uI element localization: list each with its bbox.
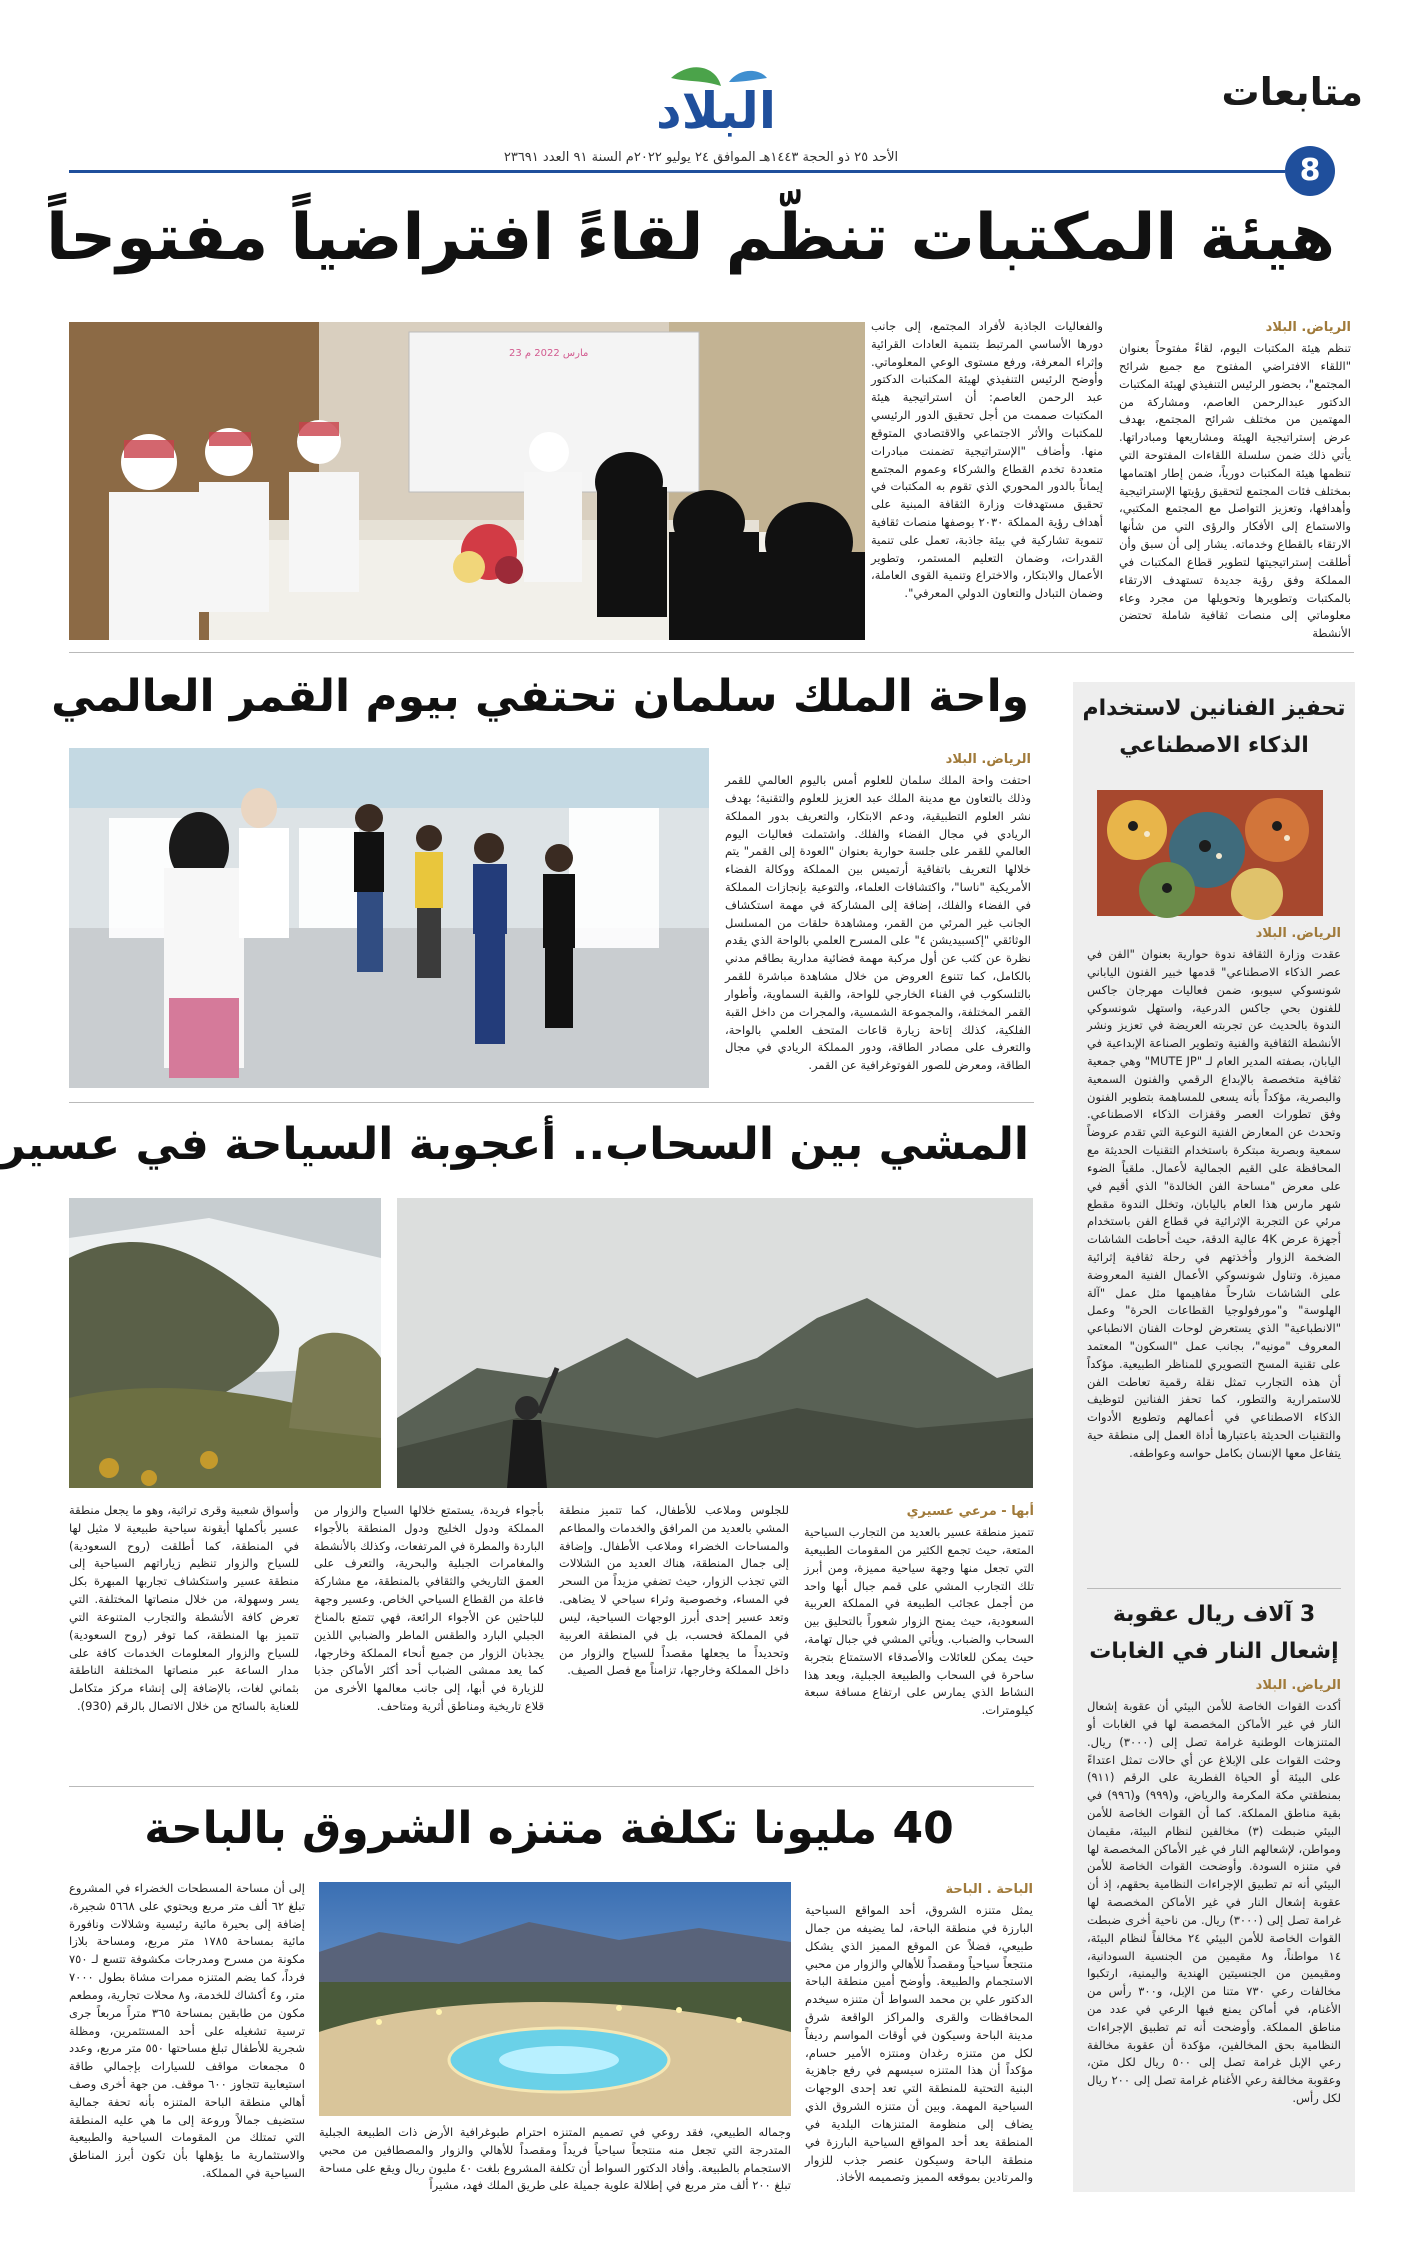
newspaper-logo: [651, 60, 781, 150]
divider-3: [69, 1786, 1034, 1787]
page-number: 8: [1299, 153, 1321, 188]
sidebar-ai-text-block: [1087, 924, 1341, 1578]
library-meeting-photo: [69, 322, 865, 640]
asir-col3-text: بأجواء فريدة، يستمتع خلالها السياح والزوار من المملكة ودول الخليج ودول المنطقة بالأجواء الباردة والمطرة في المرتفعات، وكذلك بالأنشطة والمغامرات الجبلية والبحرية، والتعرف على العمق التاريخي والثقافي بالمنطقة، مع مشاركة فاعلة من القطاع السياحي الخاص. وعسير وجهة للباحثين عن الأجواء الرائعة، فهي تتمتع بالمناخ الجبلي البارد والطقس الماطر والضبابي اللذين يجذبان الزوار من جميع أنحاء المملكة وخارجها، كما يعد ممشى الضباب أحد أكثر الأماكن جذبا للزيارة في أبها، إلى جانب معالمها الأخرى من قلاع تاريخية ومناطق أثرية ومتاحف.: [314, 1503, 544, 1713]
sidebar-ai-title-line1: تحفيز الفنانين لاستخدام: [1082, 696, 1346, 721]
baha-headline: 40 مليونا تكلفة متنزه الشروق بالباحة: [144, 1803, 954, 1854]
sidebar-fire-title: [1081, 1596, 1347, 1671]
sidebar-fire-title-line1: 3 آلاف ريال عقوبة: [1112, 1602, 1316, 1627]
asir-headline: المشي بين السحاب.. أعجوبة السياحة في عسير: [0, 1119, 1029, 1170]
baha-col3-text: إلى أن مساحة المسطحات الخضراء في المشروع تبلغ ٦٢ ألف متر مربع ويحتوي على ٥٦٦٨ شجيرة، إضافة إلى بحيرة مائية رئيسية وشلالات ونافورة مائية بمساحة ١٧٨٥ متر مربع، ومساحة بلازا مكونة من مسرح ومدرجات مكشوفة تتسع لـ ٧٥٠ فرداً، كما يضم المتنزه ممرات مشاة بطول ٧٠٠٠ متر، و٤ أكشاك للخدمة، و٨ محلات تجارية، ومطعم مكون من طابقين بمساحة ٣٦٥ متراً مربعاً جرى ترسية تشغيله على أحد المستثمرين، ومظلة شجرية للأطفال تبلغ مساحتها ٥٥٠ متر مربع، وعدد ٥ مجمعات مواقف للسيارات بإجمالي طاقة استيعابية تتجاوز ٦٠٠ موقف. من جهة أخرى وصف أهالي منطقة الباحة المتنزه بأنه تحفة جمالية ستضيف جمالاً وروعة إلى ما هي عليه المنطقة التي تمتلك من المقومات السياحية والطبيعية والاستثمارية ما يؤهلها بأن تكون أبرز المناطق السياحية في المملكة.: [69, 1881, 305, 2180]
library-byline: الرياض. البلاد: [1265, 320, 1351, 335]
moon-text-block: [725, 750, 1031, 1090]
masthead: [1, 0, 1421, 190]
baha-text-left: [69, 1880, 305, 2182]
baha-col2-text: وجماله الطبيعي، فقد روعي في تصميم المتنزه احترام طبوغرافية الأرض ذات الطبيعة الجبلية المتدرجة التي تجعل منه منتجعاً سياحياً فريداً ومقصداً للأهالي والزوار والمصطافين من محبي الاستجمام بالطبيعة. وأفاد الدكتور السواط أن تكلفة المشروع بلغت ٤٠ مليون ريال ويقع على مساحة تبلغ ٢٠٠ ألف متر مربع في إطلالة علوية جميلة على طريق الملك فهد، مشيراً: [319, 2125, 791, 2193]
sidebar-fire-title-line2: إشعال النار في الغابات: [1089, 1639, 1339, 1665]
library-col1-text: تنظم هيئة المكتبات اليوم، لقاءً مفتوحاً بعنوان "اللقاء الافتراضي المفتوح مع جميع شرائح المجتمع"، بحضور الرئيس التنفيذي لهيئة المكتبات الدكتور عبدالرحمن العاصم، ومشاركة من المهتمين من مختلف شرائح المجتمع، بهدف عرض إستراتيجية الهيئة ومشاريعها ومبادراتها. يأتي ذلك ضمن سلسلة اللقاءات المفتوحة التي تنظمها هيئة المكتبات دورياً، ضمن إطار اهتمامها بمختلف فئات المجتمع لتحقيق رؤيتها الإستراتيجية وأهدافها، وتعزيز التواصل مع المجتمع المكتبي، والاستماع إلى الأفكار والرؤى التي من شأنها الارتقاء بالقطاع وخدماته. يشار إلى أن سبق وأن أطلقت إستراتيجيتها لتطوير قطاع المكتبات في المملكة وفق رؤية جديدة تستهدف الارتقاء بالمكتبات وتطويرها وتحويلها من مجرد وعاء معلوماتي إلى منصات ثقافية شاملة تحتضن الأنشطة: [1119, 341, 1351, 641]
baha-col1-text: يمثل متنزه الشروق، أحد المواقع السياحية البارزة في منطقة الباحة، لما يضيفه من جمال طبيعي، فضلاً عن الموقع المميز الذي يشكل منتجعاً سياحياً ومقصداً للأهالي والزوار من محبي الاستجمام والطبيعة. وأوضح أمين منطقة الباحة الدكتور علي بن محمد السواط أن متنزه سيخدم المحافظات والقرى والمراكز الواقعة شرق مدينة الباحة وسيكون في أوقات المواسم رديفاً لكل من متنزه رغدان ومنتزه الأمير حسام، مؤكداً أن هذا المتنزه سيسهم في رفع جاهزية البنية التحتية للمنطقة التي تعد إحدى الوجهات السياحية المهمة. وبين أن متنزه الشروق الذي يضاف إلى منظومة المتنزهات البلدية في المنطقة يعد أحد المواقع السياحية البارزة في منطقة الباحة وسيكون عنصر جذب للزوار والمرتادين بموقعه المميز وتصميمه الأخاذ.: [805, 1903, 1033, 2185]
baha-column-2: [319, 2124, 791, 2193]
sidebar-ai-title: [1081, 690, 1347, 765]
baha-park-photo: [319, 1882, 791, 2116]
library-column-2: [871, 318, 1103, 642]
asir-column-1: [804, 1502, 1034, 1780]
library-column-1: [1119, 318, 1351, 642]
moon-headline: واحة الملك سلمان تحتفي بيوم القمر العالمي: [51, 671, 1029, 722]
moon-byline: الرياض. البلاد: [945, 752, 1031, 767]
library-text-block: [871, 318, 1351, 642]
asir-walking-clouds-photo: [397, 1198, 1033, 1488]
section-label: متابعات: [1221, 70, 1363, 114]
asir-col4-text: وأسواق شعبية وقرى تراثية، وهو ما يجعل منطقة عسير بأكملها أيقونة سياحية طبيعية لا مثيل لها في المنطقة، كما أطلقت (روح السعودية) للسياح والزوار تنظيم زياراتهم السياحية إلى منطقة عسير واستكشاف تجاربها المبهرة بكل يسر وسهولة، من خلال منصاتها المختلفة. التي تعرض كافة الأنشطة والتجارب المتنوعة التي تتميز بها المنطقة، كما توفر (روح السعودية) للسياح والزوار المعلومات الخدمات كافة على مدار الساعة عبر منصاتها المختلفة الناطقة بثماني لغات، بالإضافة إلى إنشاء مركز متكامل للعناية بالسائح من خلال الاتصال بالرقم (930).: [69, 1503, 299, 1713]
library-col2-text: والفعاليات الجاذبة لأفراد المجتمع، إلى جانب دورها الأساسي المرتبط بتنمية العادات القرائية وإثراء المعرفة، ورفع مستوى الوعي المعلوماتي. وأوضح الرئيس التنفيذي لهيئة المكتبات الدكتور عبد الرحمن العاصم: أن استراتيجية هيئة المكتبات صممت من أجل تحقيق الدور الرئيسي للمكتبات والأثر الاجتماعي والاقتصادي المتوقع منها. وأضاف "الإستراتيجية تضمنت مبادرات متعددة تخدم القطاع والشركاء وعموم المجتمع إيماناً بالدور المحوري الذي تقوم به المكتبات في تحقيق مستهدفات وزارة الثقافة المبنية على أهداف رؤية المملكة ٢٠٣٠ بوصفها منصات ثقافية تنموية تشاركية في بيئة جاذبة، تعمل على تنمية القدرات، وضمان التعليم المستمر، وتطوير الأعمال والابتكار، والاختراع وتنمية القوى العاملة، وضمان التبادل والتعاون الدولي المعرفي".: [871, 319, 1103, 601]
dateline: الأحد ٢٥ ذو الحجة ١٤٤٣هـ الموافق ٢٤ يوليو ٢٠٢٢م السنة ٩١ العدد ٢٣٦٩١: [503, 150, 899, 165]
sidebar-ai-byline: الرياض. البلاد: [1255, 926, 1341, 941]
sidebar-fire-text: أكدت القوات الخاصة للأمن البيئي أن عقوبة إشعال النار في غير الأماكن المخصصة لها في الغابات أو المتنزهات الوطنية غرامة تصل إلى (٣٠٠٠) ريال. وحثت القوات على الإبلاغ عن أي حالات تمثل اعتداءً على البيئة أو الحياة الفطرية على الرقم (٩١١) بمنطقتي مكة المكرمة والرياض، و(٩٩٩) و(٩٩٦) في بقية مناطق المملكة. كما أن القوات الخاصة للأمن البيئي ضبطت (٣) مخالفين لنظام البيئة، مقيمان ومواطن، لإشعالهم النار في غير الأماكن المخصصة لها في متنزه السودة. وأوضحت القوات الخاصة للأمن البيئي أنه تم تطبيق الإجراءات النظامية بحقهم، إذ أن عقوبة إشعال النار في غير الأماكن المخصصة لها غرامة تصل إلى (٣٠٠٠) ريال. من ناحية أخرى ضبطت القوات الخاصة للأمن البيئي ٢٤ مخالفاً لنظام البيئة، ١٤ مواطناً، و٨ مقيمين من الجنسية السودانية، ومقيمين من الجنسيتين الهندية واليمنية، ارتكبوا مخالفات رعي ٧٣٠ متنا من الإبل، و٣٠٠ رأس من الأغنام، في أماكن يمنع فيها الرعي في عدد من مناطق المملكة. وأوضحت أنه تم تطبيق الإجراءات النظامية بحق المخالفين، مؤكدة أن عقوبة مخالفة رعي الإبل غرامة تصل إلى ٥٠٠ ريال لكل متن، وعقوبة مخالفة رعي الأغنام غرامة تصل إلى ٢٠٠ ريال لكل رأس.: [1087, 1699, 1342, 2106]
library-headline: هيئة المكتبات تنظّم لقاءً افتراضياً مفتوحاً: [46, 201, 1335, 275]
baha-byline: الباحة . الباحة: [945, 1882, 1033, 1897]
asir-text-block: [69, 1502, 1034, 1780]
asir-column-4: [69, 1502, 299, 1780]
sidebar-divider: [1087, 1588, 1341, 1589]
masthead-blue-rule: [69, 170, 1285, 173]
baha-column-1: [805, 1880, 1033, 2185]
library-photo-date: 23 مارس 2022 م: [509, 348, 589, 359]
logo-text: البلاد: [656, 82, 776, 140]
sidebar-fire-byline: الرياض. البلاد: [1255, 1678, 1341, 1693]
moon-event-photo: [69, 748, 709, 1088]
asir-byline: أبها - مرعي عسيري: [906, 1504, 1034, 1519]
sidebar-ai-title-line2: الذكاء الاصطناعي: [1119, 733, 1309, 759]
divider-2: [69, 1102, 1034, 1103]
baha-column-3: [69, 1880, 305, 2182]
asir-col2-text: للجلوس وملاعب للأطفال، كما تتميز منطقة المشي بالعديد من المرافق والخدمات والمطاعم والمساحات الخضراء وملاعب الأطفال. وإضافة إلى جمال المنطقة، هناك العديد من الشلالات التي تجذب الزوار، حيث تضفي مزيداً من السحر في المساء، وخصوصية وثراء سياحي لا يضاهى. وتعد عسير إحدى أبرز الوجهات السياحية، ليس في المملكة فحسب، بل في المنطقة العربية وتحديداً ما يجعلها مقصداً للسياح والزوار من داخل المملكة وخارجها، تزامناً مع فصل الصيف.: [559, 1503, 789, 1678]
asir-col1-text: تتميز منطقة عسير بالعديد من التجارب السياحية المتعة، حيث تجمع الكثير من المقومات الطبيعية التي تجعل منها وجهة سياحية مميزة، ومن أبرز تلك التجارب المشي على قمم جبال أبها واحد من أجمل عجائب الطبيعة في المملكة العربية السعودية، حيث يمنح الزوار شعوراً بالتحليق بين السحاب والضباب. ويأتي المشي في جبال تهامة، حيث يمكن للعائلات والأصدقاء الاستمتاع بتجربة ساحرة في السحاب والطبيعة الجبلية، ويعد هذا النشاط الذي يمارس على ارتفاع مسافة سبعة كيلومترات.: [804, 1525, 1034, 1718]
sidebar-ai-text: عقدت وزارة الثقافة ندوة حوارية بعنوان "الفن في عصر الذكاء الاصطناعي" قدمها خبير الفنون الياباني شونسوكي سيوبو، ضمن فعاليات مهرجان جاكس للفنون بحي جاكس الدرعية، واستهل شونسوكي الندوة بالحديث عن تجربته العريضة في تعزيز ونشر الأنشطة الثقافية والفنية وتطوير الصناعة الإبداعية في اليابان، بصفته المدير العام لـ "MUTE JP" وهي جمعية ثقافية متخصصة بالإبداع الرقمي والفنون السمعية والبصرية، مؤكداً بأنه يسعى للمساهمة بتطوير الفنون وفق تطورات العصر وقفزات الذكاء الاصطناعي. وتحدث عن المعارض الفنية النوعية التي تقدم عروضاً سمعية وبصرية مبتكرة باستخدام التقنيات الحديثة مع المحافظة على القيم الجمالية لأعمال. ملقياً الضوء على معرض "مساحة الفن الخالدة" الذي أقيم في شهر مارس هذا العام باليابان، وتخلل الندوة مقطع مرئي عن التجربة الإثرائية في قطاع الفن باستخدام أجهزة عرض 4K عالية الدقة، حيث أحاطت الشاشات الضخمة الزوار وأخذتهم في رحلة ثقافية إثرائية مميزة. وتناول شونسوكي الأعمال الفنية المعروضة على الشاشات شارحاً مفاهيمها مثل عمل "آلة الهلوسة" و"مورفولوجيا القطاعات الحرة" وعمل "الانطباعية" الذي يستعرض لوحات الفنان الانطباعي المعروف "مونيه"، بجانب عمل "السكون" المعتمد على تقنية المسح التصويري للمناظر الطبيعية. مؤكداً أن هذه التجارب تمثل نقلة رقمية تعاطت الفن للاستمرارية والتطور، كما تحفز الفنانين لتوظيف الذكاء الاصطناعي في أعمالهم وتطويع الأدوات والتقنيات الحديثة باعتبارها أداة العمل إلى منطقة حية يتفاعل معها الإنسان بكامل حواسه وعواطفه.: [1087, 947, 1341, 1460]
asir-column-2: [559, 1502, 789, 1780]
asir-column-3: [314, 1502, 544, 1780]
sidebar-ai-art-image: [1097, 790, 1323, 916]
baha-text-right: [805, 1880, 1033, 2185]
asir-mountain-photo: [69, 1198, 381, 1488]
moon-text: احتفت واحة الملك سلمان للعلوم أمس باليوم العالمي للقمر وذلك بالتعاون مع مدينة الملك عبد العزيز للعلوم والتقنية؛ بهدف نشر العلوم التطبيقية، ودعم الابتكار، والتعريف بدور المملكة الريادي في مجال الفضاء والفلك. واشتملت فعاليات اليوم العالمي للقمر على جلسة حوارية بعنوان "العودة إلى القمر" يتم خلالها التعريف باتفاقية أرتميس بين المملكة ووكالة الفضاء الأمريكية "ناسا"، واكتشافات العلماء، والتوعية بإنجازات المملكة في الفضاء والفلك، إضافة إلى المشاركة في مهمة استكشاف الجانب غير المرئي من القمر، ومشاهدة حلقات من المسلسل الوثائقي "إكسبيديشن ٤" على المسرح العلمي بالواحة الذي يقدم نظرة عن كثب عن أول مركبة مهمة فضائية مدارية بطاقم مدني بالكامل، كما تتنوع العروض من خلال مشاهدة مباشرة للقمر بالتلسكوب في الفناء الخارجي للواحة، والقبة السماوية، وأطوار القمر المختلفة، والمجموعة الشمسية، والمجرات من داخل القبة الفلكية، كذلك إتاحة زيارة قاعات المتحف العلمي بالواحة، والتعرف على مصادر الطاقة، ودور المملكة الريادي في مجال الطاقة، ومعرض للصور الفوتوغرافية عن القمر.: [725, 773, 1032, 1073]
sidebar-fire-text-block: [1087, 1676, 1341, 2186]
page-number-badge: [1285, 146, 1335, 196]
divider-1: [69, 652, 1354, 653]
baha-text-middle: [319, 2124, 791, 2193]
